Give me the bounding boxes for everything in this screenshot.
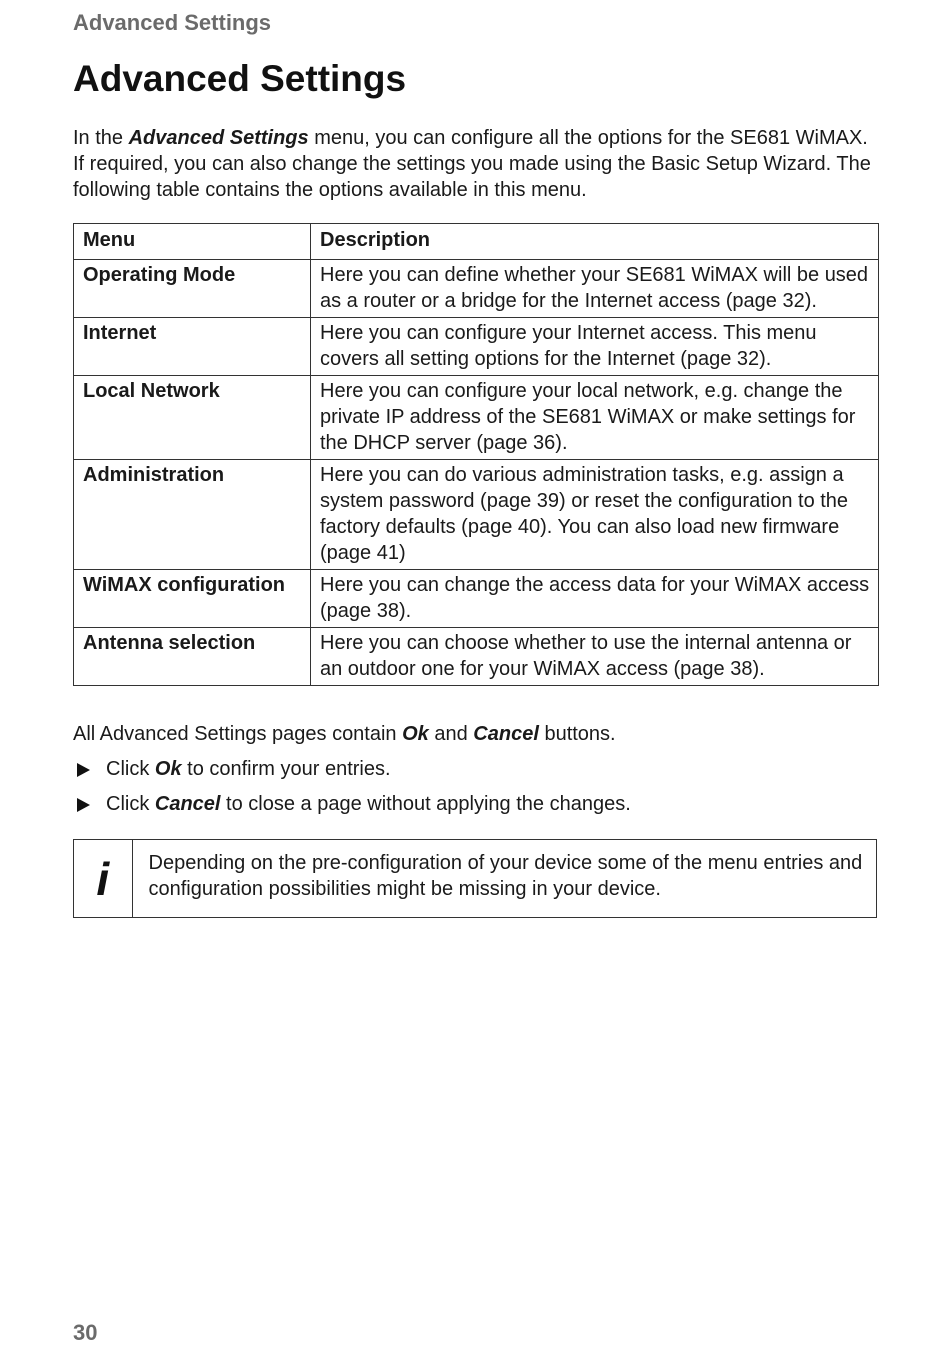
table-row [74,628,879,686]
description-cell: Here you can do various administration tasks, e.g. assign a system password (page 39) or reset the configuration to the factory defaults (page 40). You can also load new firmware (page 41) [311,460,879,570]
header-menu: Menu [74,224,311,260]
intro-text-after: menu, you can configure all the options for the SE681 WiMAX. If required, you can also change the settings you made using the Basic Setup Wizard. The following table contains the options available in this menu. [73,127,871,201]
step-ok-term: Ok [154,758,182,780]
buttons-text-1: All Advanced Settings pages contain [73,723,403,745]
menu-cell: WiMAX configuration [74,570,311,628]
step-text-pre: Click [106,758,155,780]
buttons-sentence [73,721,883,747]
note-text: Depending on the pre-configuration of your device some of the menu entries and configuration possibilities might be missing in your device. [148,852,863,900]
table-row [74,260,879,318]
description-cell: Here you can configure your Internet access. This menu covers all setting options for the Internet (page 32). [311,318,879,376]
menu-options-table [73,223,879,686]
description-cell: Here you can configure your local network, e.g. change the private IP address of the SE681 WiMAX or make settings for the DHCP server (page 36). [311,376,879,460]
description-cell: Here you can choose whether to use the internal antenna or an outdoor one for your WiMAX access (page 38). [311,628,879,686]
menu-cell: Administration [74,460,311,570]
info-icon: i [96,852,110,905]
menu-cell: Local Network [74,376,311,460]
intro-paragraph [73,125,883,203]
intro-emphasis: Advanced Settings [128,127,309,149]
arrow-right-icon [77,763,90,777]
header-description: Description [311,224,879,260]
intro-text-before: In the [73,127,129,149]
arrow-right-icon [77,798,90,812]
page-number: 30 [73,1320,98,1345]
cancel-term: Cancel [473,723,539,745]
menu-cell: Internet [74,318,311,376]
buttons-text-3: buttons. [538,723,616,745]
running-header: Advanced Settings [73,10,272,35]
list-item [73,791,631,826]
step-cancel-term: Cancel [154,793,221,815]
info-note [73,839,877,918]
table-row [74,570,879,628]
note-icon-cell [74,840,133,917]
page-title: Advanced Settings [73,58,407,99]
step-text-pre: Click [106,793,155,815]
table-header-row [74,224,879,260]
step-list [73,756,631,826]
description-cell: Here you can define whether your SE681 WiMAX will be used as a router or a bridge for the Internet access (page 32). [311,260,879,318]
list-item [73,756,631,791]
ok-term: Ok [402,723,429,745]
description-cell: Here you can change the access data for your WiMAX access (page 38). [311,570,879,628]
table-row [74,376,879,460]
step-text-post: to close a page without applying the changes. [220,793,631,815]
table-row [74,318,879,376]
menu-cell: Antenna selection [74,628,311,686]
menu-cell: Operating Mode [74,260,311,318]
step-text-post: to confirm your entries. [181,758,391,780]
table-row [74,460,879,570]
buttons-text-2: and [428,723,474,745]
